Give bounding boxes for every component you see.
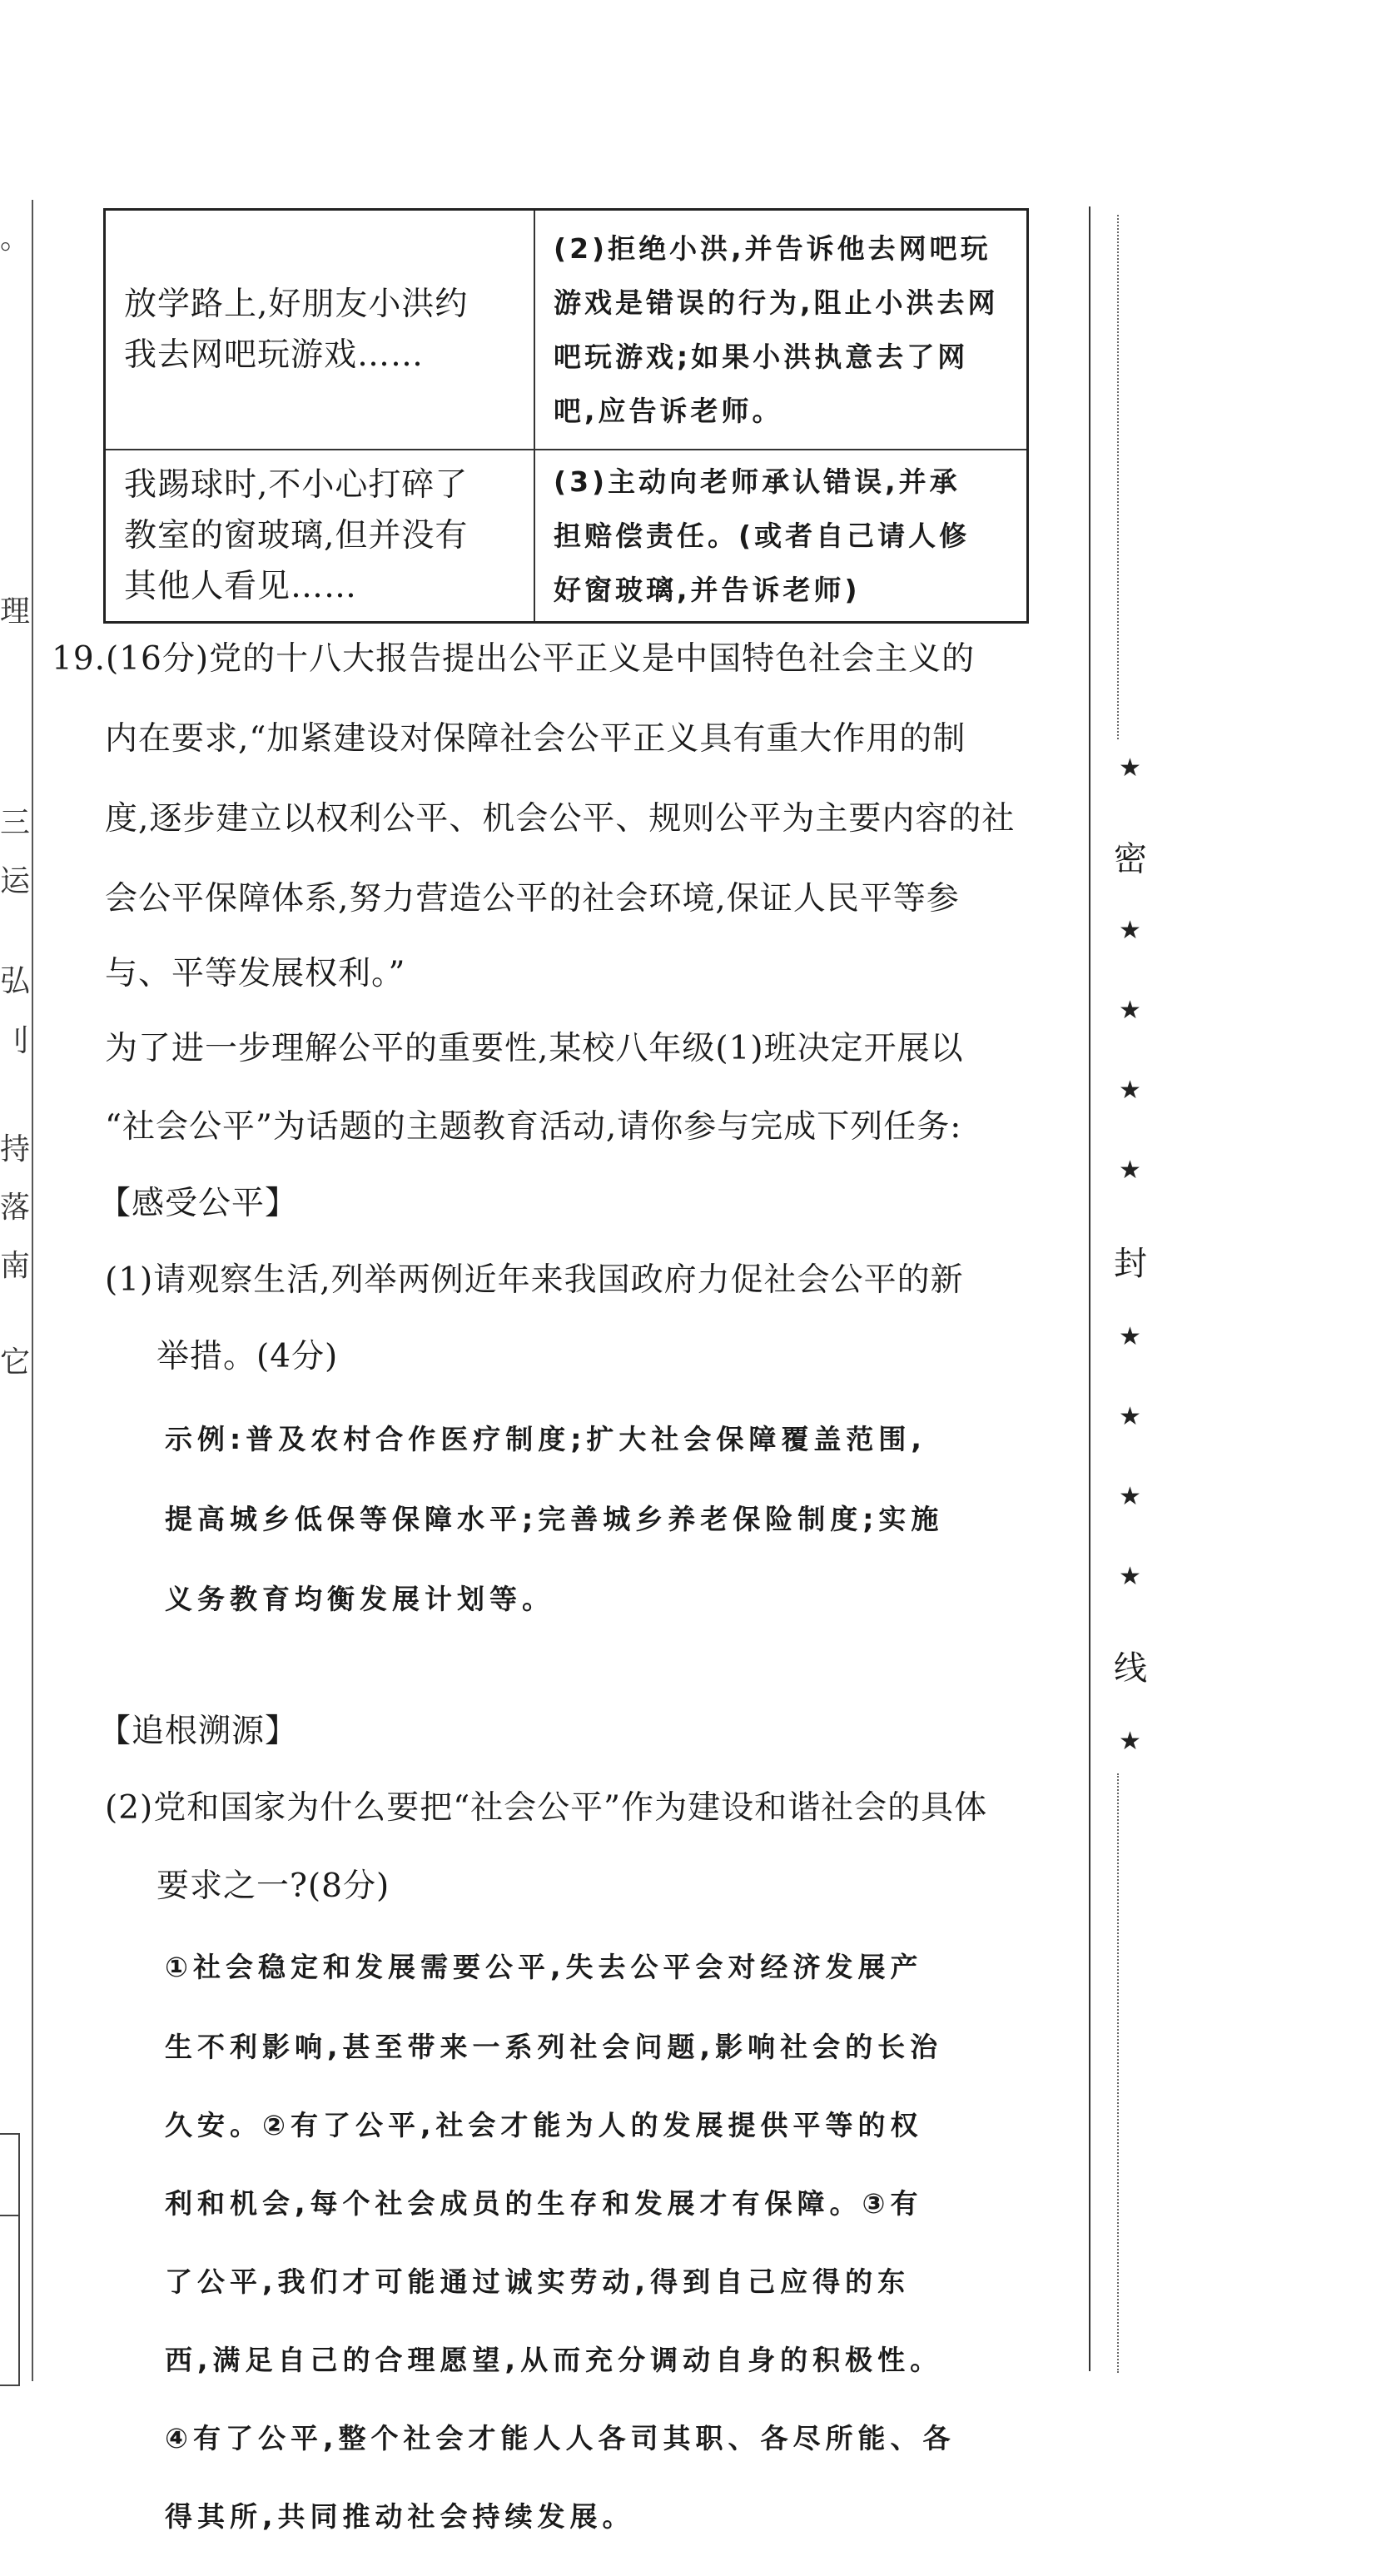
answer-line: 提高城乡低保等保障水平;完善城乡养老保险制度;实施	[165, 1503, 944, 1535]
left-margin-char: 三	[0, 806, 31, 840]
answer-line: (2)拒绝小洪,并告诉他去网吧玩	[554, 231, 991, 265]
answer-line: 示例:普及农村合作医疗制度;扩大社会保障覆盖范围,	[165, 1423, 926, 1455]
question-stem-line: 内在要求,“加紧建设对保障社会公平正义具有重大作用的制	[105, 720, 966, 758]
answer-line: ①社会稳定和发展需要公平,失去公平会对经济发展产	[165, 1951, 923, 1983]
binding-char: 封	[1114, 1245, 1147, 1283]
situation-line: 我去网吧玩游戏……	[124, 336, 425, 374]
star-icon: ★	[1119, 1482, 1141, 1511]
answer-line: 吧玩游戏;如果小洪执意去了网	[554, 340, 969, 373]
section-heading: 【追根溯源】	[98, 1713, 299, 1750]
question-stem-line: 会公平保障体系,努力营造公平的社会环境,保证人民平等参	[105, 880, 960, 918]
left-margin-char: 持	[0, 1132, 31, 1166]
binding-line	[1089, 206, 1090, 2371]
answer-line: 生不利影响,甚至带来一系列社会问题,影响社会的长治	[165, 2031, 943, 2063]
subquestion-line: 要求之一?(8分)	[156, 1867, 390, 1905]
answer-line: 游戏是错误的行为,阻止小洪去网	[554, 286, 999, 319]
left-margin-char: 它	[0, 1345, 31, 1380]
answer-line: 好窗玻璃,并告诉老师)	[554, 573, 861, 606]
left-margin-char: 南	[0, 1249, 31, 1283]
left-margin-char: 刂	[0, 1024, 31, 1058]
answer-line: 得其所,共同推动社会持续发展。	[165, 2500, 635, 2533]
star-icon: ★	[1119, 1076, 1141, 1105]
question-stem-line: 为了进一步理解公平的重要性,某校八年级(1)班决定开展以	[105, 1030, 964, 1067]
star-icon: ★	[1119, 1322, 1141, 1351]
left-margin-char: 弘	[0, 964, 31, 998]
star-icon: ★	[1119, 753, 1141, 783]
binding-char: 密	[1114, 840, 1147, 878]
answer-line: 了公平,我们才可能通过诚实劳动,得到自己应得的东	[165, 2265, 911, 2298]
answer-line: 义务教育均衡发展计划等。	[165, 1583, 554, 1615]
star-icon: ★	[1119, 1156, 1141, 1185]
situation-line: 放学路上,好朋友小洪约	[124, 285, 469, 323]
question-stem-line: 19.(16分)党的十八大报告提出公平正义是中国特色社会主义的	[52, 640, 976, 678]
answer-line: 西,满足自己的合理愿望,从而充分调动自身的积极性。	[165, 2344, 943, 2376]
answer-line: ④有了公平,整个社会才能人人各司其职、各尽所能、各	[165, 2422, 956, 2454]
star-icon: ★	[1119, 1727, 1141, 1756]
situation-line: 其他人看见……	[124, 567, 358, 605]
left-margin-char: 运	[0, 864, 31, 898]
star-icon: ★	[1119, 1402, 1141, 1431]
binding-dotted-line	[1117, 1773, 1119, 2373]
table-row	[105, 450, 1028, 623]
question-stem-line: 与、平等发展权利。”	[105, 955, 406, 992]
answer-line: 久安。②有了公平,社会才能为人的发展提供平等的权	[165, 2109, 923, 2141]
answer-line: 担赔偿责任。(或者自己请人修	[554, 519, 971, 552]
situation-line: 教室的窗玻璃,但并没有	[124, 516, 469, 554]
star-icon: ★	[1119, 1562, 1141, 1591]
scenario-table	[103, 208, 1029, 624]
question-stem-line: “社会公平”为话题的主题教育活动,请你参与完成下列任务:	[105, 1108, 962, 1146]
binding-dotted-line	[1117, 215, 1119, 739]
answer-cell	[534, 450, 1028, 623]
situation-cell	[105, 450, 535, 623]
left-margin-char: 落	[0, 1191, 31, 1225]
subquestion-line: (2)党和国家为什么要把“社会公平”作为建设和谐社会的具体	[105, 1789, 988, 1827]
question-stem-line: 度,逐步建立以权利公平、机会公平、规则公平为主要内容的社	[105, 800, 1016, 838]
subquestion-line: (1)请观察生活,列举两例近年来我国政府力促社会公平的新	[105, 1261, 964, 1299]
section-heading: 【感受公平】	[98, 1185, 299, 1222]
answer-line: (3)主动向老师承认错误,并承	[554, 465, 961, 498]
left-margin-box	[0, 2133, 20, 2386]
binding-char: 线	[1114, 1649, 1147, 1688]
answer-cell	[534, 210, 1028, 450]
answer-line: 吧,应告诉老师。	[554, 394, 783, 427]
table-row	[105, 210, 1028, 450]
left-margin-rule	[32, 200, 33, 2381]
left-margin-char: 理	[0, 594, 31, 629]
subquestion-line: 举措。(4分)	[156, 1338, 339, 1375]
star-icon: ★	[1119, 916, 1141, 945]
left-margin-char: 。	[0, 221, 31, 256]
situation-line: 我踢球时,不小心打碎了	[124, 465, 469, 504]
answer-line: 利和机会,每个社会成员的生存和发展才有保障。③有	[165, 2187, 923, 2220]
left-margin-box-divider	[0, 2215, 18, 2216]
situation-cell	[105, 210, 535, 450]
star-icon: ★	[1119, 996, 1141, 1025]
